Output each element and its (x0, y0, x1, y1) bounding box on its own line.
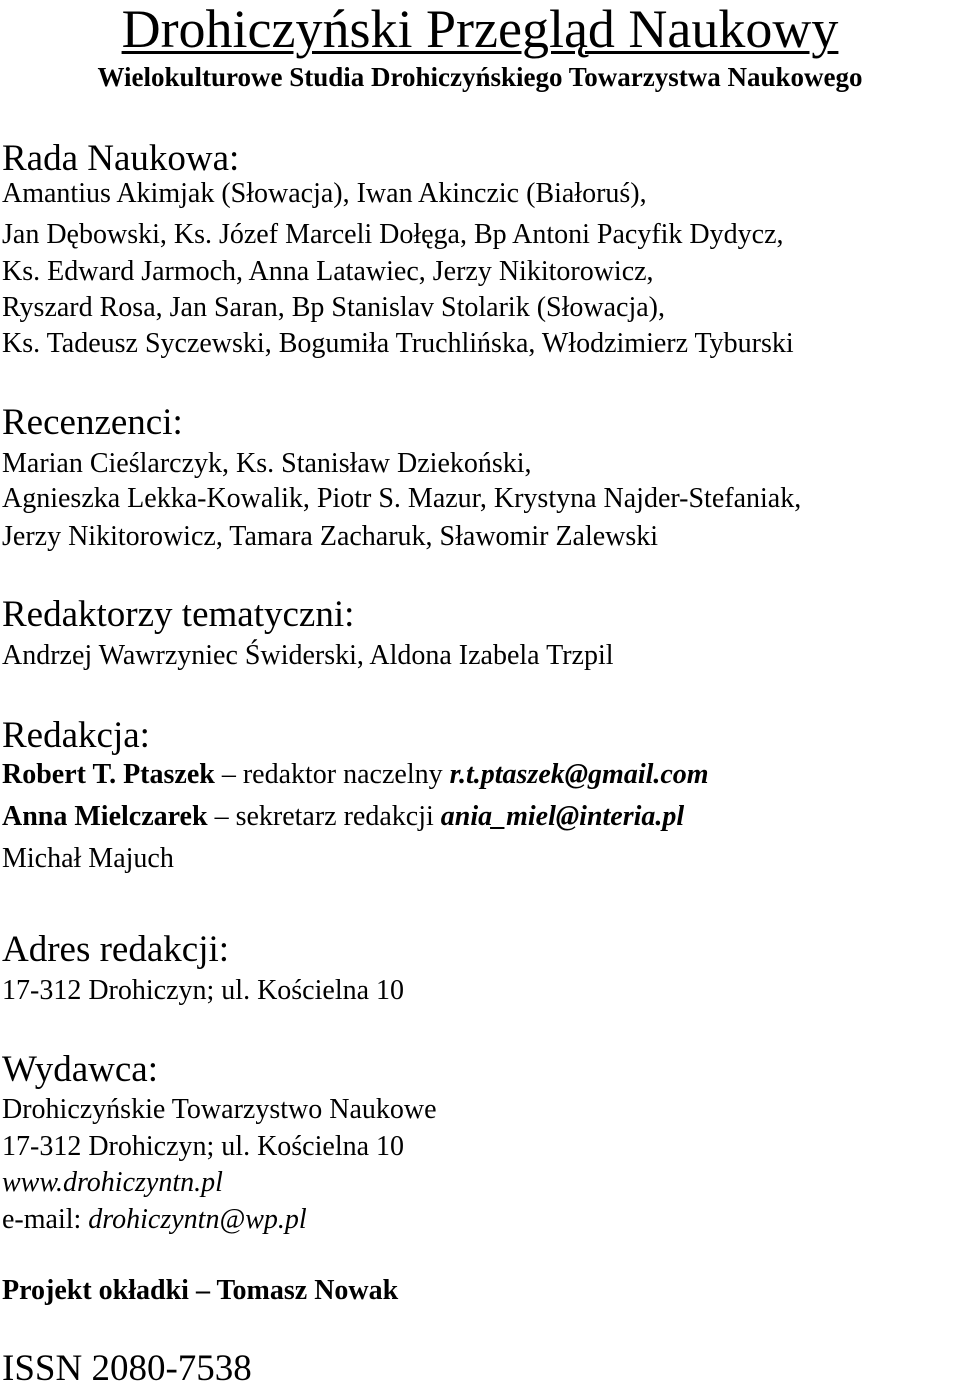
rada-line-4: Ryszard Rosa, Jan Saran, Bp Stanislav Stolarik (Słowacja), (2, 292, 665, 323)
wydawca-name: Drohiczyńskie Towarzystwo Naukowe (2, 1094, 437, 1125)
editor-in-chief-role: – redaktor naczelny (214, 759, 450, 790)
wydawca-email-line (2, 1206, 307, 1234)
secretary-role: – sekretarz redakcji (207, 801, 441, 832)
member-name: Michał Majuch (2, 843, 174, 874)
recenzenci-line-1: Marian Cieślarczyk, Ks. Stanisław Dziekoński, (2, 448, 532, 479)
recenzenci-line-3: Jerzy Nikitorowicz, Tamara Zacharuk, Sławomir Zalewski (2, 521, 659, 552)
wydawca-email[interactable]: drohiczyntn@wp.pl (88, 1204, 307, 1235)
redakcja-heading: Redakcja: (2, 715, 150, 756)
adres-line: 17-312 Drohiczyn; ul. Kościelna 10 (2, 975, 405, 1006)
recenzenci-heading: Recenzenci: (2, 402, 183, 443)
editor-in-chief-name: Robert T. Ptaszek (2, 759, 215, 790)
rada-line-2: Jan Dębowski, Ks. Józef Marceli Dołęga, Bp Antoni Pacyfik Dydycz, (2, 219, 784, 250)
issn: ISSN 2080-7538 (2, 1348, 252, 1389)
journal-subtitle: Wielokulturowe Studia Drohiczyńskiego Towarzystwa Naukowego (97, 62, 863, 92)
rada-heading: Rada Naukowa: (2, 138, 240, 179)
wydawca-website[interactable]: www.drohiczyntn.pl (2, 1167, 223, 1198)
journal-title: Drohiczyński Przegląd Naukowy (121, 0, 839, 59)
redaktorzy-line: Andrzej Wawrzyniec Świderski, Aldona Izabela Trzpil (2, 640, 614, 671)
adres-heading: Adres redakcji: (2, 929, 230, 970)
redakcja-member-3 (2, 845, 174, 873)
rada-line-1: Amantius Akimjak (Słowacja), Iwan Akinczic (Białoruś), (2, 178, 647, 209)
rada-line-5: Ks. Tadeusz Syczewski, Bogumiła Truchlińska, Włodzimierz Tyburski (2, 328, 794, 359)
editor-in-chief-email: r.t.ptaszek@gmail.com (449, 759, 709, 790)
recenzenci-line-2: Agnieszka Lekka-Kowalik, Piotr S. Mazur, Krystyna Najder-Stefaniak, (2, 483, 802, 514)
redaktorzy-heading: Redaktorzy tematyczni: (2, 594, 355, 635)
secretary-email: ania_miel@interia.pl (440, 801, 685, 832)
wydawca-heading: Wydawca: (2, 1049, 158, 1090)
redakcja-member-1 (2, 761, 709, 789)
email-label: e-mail: (2, 1204, 89, 1235)
wydawca-address: 17-312 Drohiczyn; ul. Kościelna 10 (2, 1131, 405, 1162)
rada-line-3: Ks. Edward Jarmoch, Anna Latawiec, Jerzy Nikitorowicz, (2, 256, 654, 287)
secretary-name: Anna Mielczarek (2, 801, 208, 832)
redakcja-member-2 (2, 803, 684, 831)
cover-design-credit: Projekt okładki – Tomasz Nowak (2, 1275, 399, 1306)
